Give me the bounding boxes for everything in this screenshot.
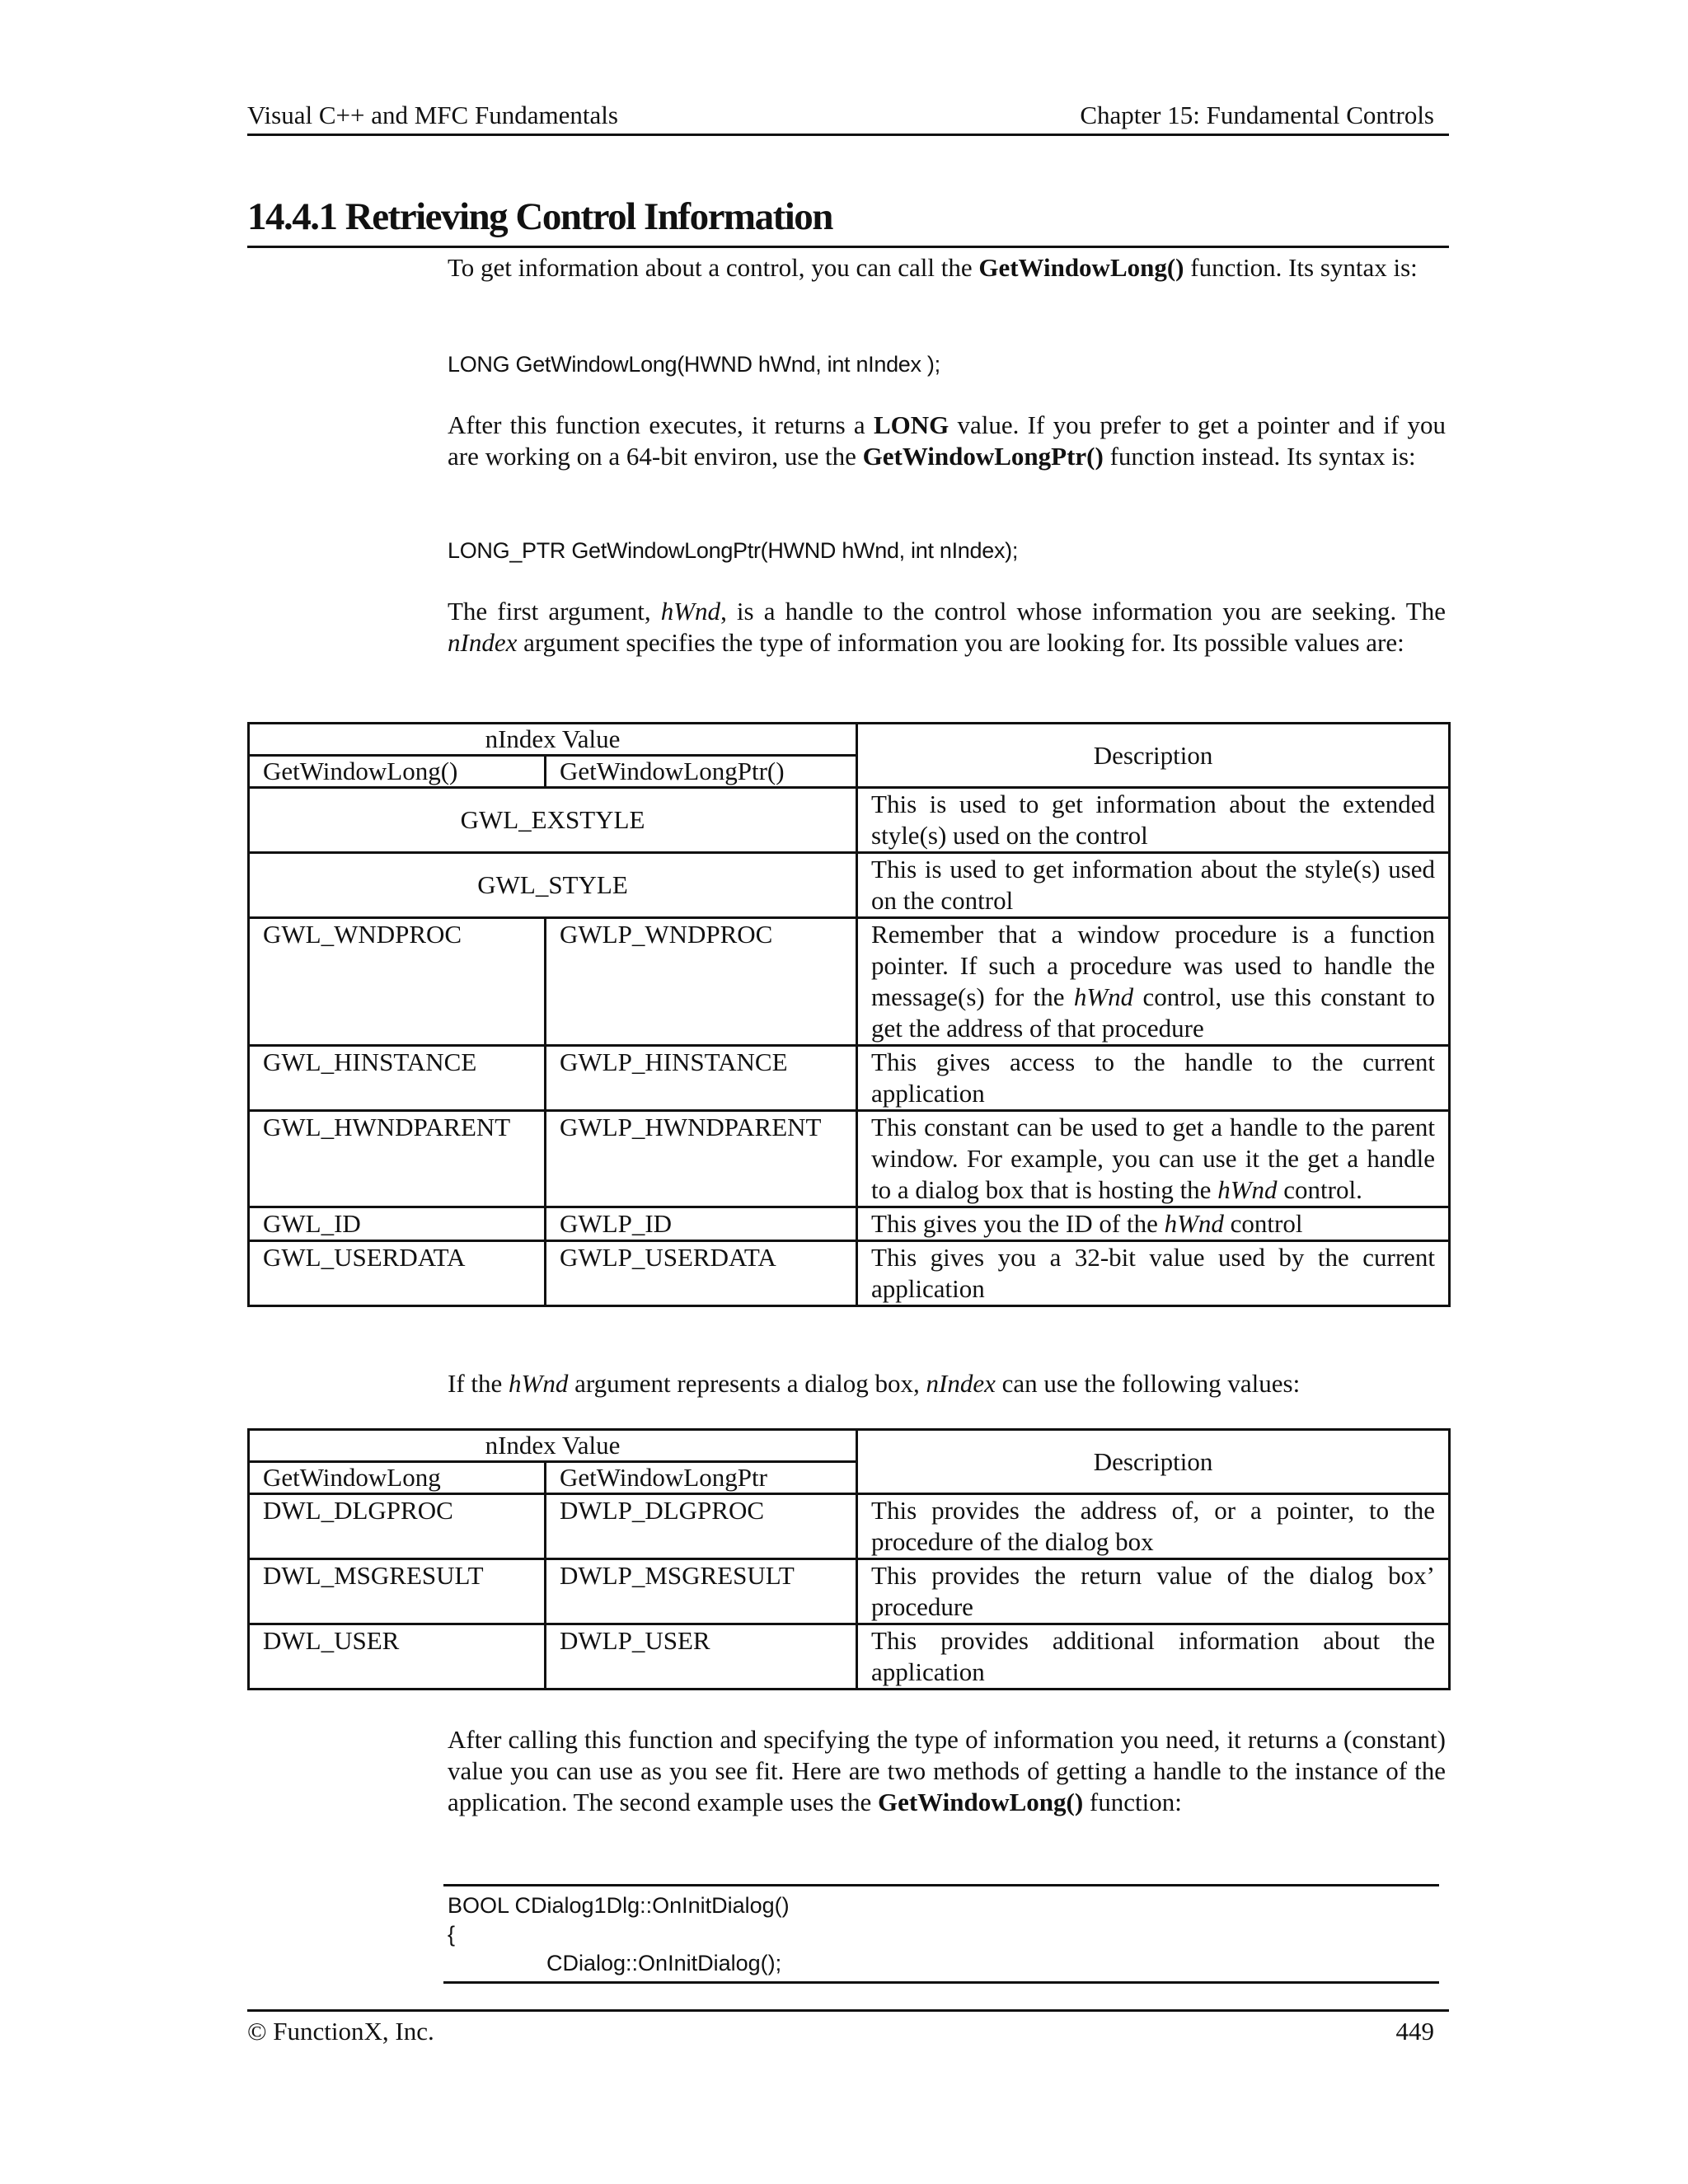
table-cell-description: This provides the return value of the dialog box’ procedure [857, 1559, 1450, 1624]
running-header [247, 97, 1449, 136]
paragraph-usage: After calling this function and specifying the type of information you need, it returns a (constant) value you can use as you see fit. Here are two methods of getting a handle to the instance of the application. The second example uses the GetWindowLong() function: [448, 1725, 1446, 1816]
column-header-getwindowlong: GetWindowLong [249, 1462, 546, 1494]
table-cell-constant: GWL_HWNDPARENT [249, 1111, 546, 1207]
table-cell-constant-ptr: GWLP_HWNDPARENT [546, 1111, 857, 1207]
table-cell-description: This gives you a 32-bit value used by the current application [857, 1241, 1450, 1306]
table-cell-constant: GWL_ID [249, 1207, 546, 1241]
table-cell-description: Remember that a window procedure is a function pointer. If such a procedure was used to handle the message(s) for the hWnd control, use this constant to get the address of that procedure [857, 918, 1450, 1046]
paragraph-return-value: After this function executes, it returns a LONG value. If you prefer to get a pointer and if you are working on a 64-bit environ, use the GetWindowLongPtr() function instead. Its syntax is: [448, 410, 1446, 471]
page-number: 449 [1395, 2017, 1434, 2046]
table-row [249, 788, 1450, 853]
table-row [249, 1207, 1450, 1241]
paragraph-arguments: The first argument, hWnd, is a handle to the control whose information you are seeking. The nIndex argument specifies the type of information you are looking for. Its possible values are: [448, 597, 1447, 657]
paragraph-dialog-values: If the hWnd argument represents a dialog box, nIndex can use the following values: [448, 1369, 1301, 1398]
table-row [249, 1111, 1450, 1207]
table-cell-description: This is used to get information about the style(s) used on the control [857, 853, 1450, 918]
column-header-getwindowlong: GetWindowLong() [249, 756, 546, 788]
table-cell-constant-ptr: GWLP_USERDATA [546, 1241, 857, 1306]
table-row [249, 1494, 1450, 1559]
header-chapter-title: Chapter 15: Fundamental Controls [1080, 101, 1434, 129]
code-syntax-getwindowlong: LONG GetWindowLong(HWND hWnd, int nIndex ); [448, 352, 940, 377]
table-header-row [249, 724, 1450, 756]
table-row [249, 1624, 1450, 1690]
table-row [249, 1046, 1450, 1111]
table-cell-constant: GWL_STYLE [249, 853, 857, 918]
table-row [249, 853, 1450, 918]
code-line: { [448, 1922, 456, 1947]
table-cell-description: This provides additional information about the application [857, 1624, 1450, 1690]
table-cell-constant: GWL_HINSTANCE [249, 1046, 546, 1111]
table-cell-description: This provides the address of, or a pointer, to the procedure of the dialog box [857, 1494, 1450, 1559]
table-cell-constant: DWL_MSGRESULT [249, 1559, 546, 1624]
code-example [443, 1884, 1439, 1984]
table-cell-constant: GWL_USERDATA [249, 1241, 546, 1306]
running-footer [247, 2009, 1449, 2046]
group-header: nIndex Value [249, 1430, 857, 1462]
paragraph-intro: To get information about a control, you can call the GetWindowLong() function. Its syntax is: [448, 253, 1418, 282]
description-header: Description [857, 724, 1450, 788]
table-cell-constant-ptr: DWLP_USER [546, 1624, 857, 1690]
table-cell-description: This is used to get information about the extended style(s) used on the control [857, 788, 1450, 853]
table-cell-constant: DWL_USER [249, 1624, 546, 1690]
section-title: 14.4.1 Retrieving Control Information [247, 194, 1449, 248]
description-header: Description [857, 1430, 1450, 1494]
table-row [249, 1241, 1450, 1306]
table-header-row [249, 1430, 1450, 1462]
column-header-getwindowlongptr: GetWindowLongPtr() [546, 756, 857, 788]
table-cell-description: This constant can be used to get a handle to the parent window. For example, you can use it the get a handle to a dialog box that is hosting the hWnd control. [857, 1111, 1450, 1207]
nindex-values-table [247, 722, 1451, 1307]
group-header: nIndex Value [249, 724, 857, 756]
table-cell-constant-ptr: GWLP_WNDPROC [546, 918, 857, 1046]
table-row [249, 1559, 1450, 1624]
table-cell-constant: GWL_WNDPROC [249, 918, 546, 1046]
table-cell-constant: GWL_EXSTYLE [249, 788, 857, 853]
dialog-nindex-values-table [247, 1428, 1451, 1690]
table-cell-constant-ptr: DWLP_MSGRESULT [546, 1559, 857, 1624]
table-cell-constant-ptr: GWLP_HINSTANCE [546, 1046, 857, 1111]
table-cell-description: This gives access to the handle to the current application [857, 1046, 1450, 1111]
table-cell-constant-ptr: GWLP_ID [546, 1207, 857, 1241]
header-book-title: Visual C++ and MFC Fundamentals [247, 101, 618, 129]
table-cell-description: This gives you the ID of the hWnd control [857, 1207, 1450, 1241]
table-cell-constant: DWL_DLGPROC [249, 1494, 546, 1559]
table-row [249, 918, 1450, 1046]
code-syntax-getwindowlongptr: LONG_PTR GetWindowLongPtr(HWND hWnd, int nIndex); [448, 538, 1019, 563]
footer-copyright: © FunctionX, Inc. [247, 2017, 434, 2046]
code-line: BOOL CDialog1Dlg::OnInitDialog() [448, 1893, 790, 1918]
code-line: CDialog::OnInitDialog(); [546, 1951, 782, 1975]
function-name: GetWindowLong() [978, 253, 1184, 282]
table-cell-constant-ptr: DWLP_DLGPROC [546, 1494, 857, 1559]
column-header-getwindowlongptr: GetWindowLongPtr [546, 1462, 857, 1494]
